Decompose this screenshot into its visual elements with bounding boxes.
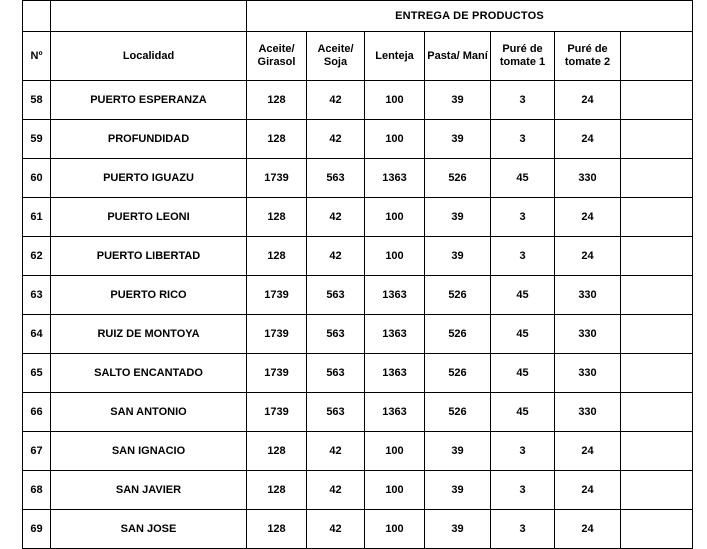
row-value-pure-tomate-1: 3 (491, 120, 555, 159)
row-value-pure-tomate-2: 330 (555, 276, 621, 315)
row-value-extra (621, 432, 693, 471)
row-locality: SAN ANTONIO (51, 393, 247, 432)
row-value-pure-tomate-1: 45 (491, 354, 555, 393)
row-value-pasta-mani: 526 (425, 159, 491, 198)
row-value-aceite-soja: 42 (307, 237, 365, 276)
row-value-aceite-soja: 42 (307, 471, 365, 510)
row-value-lenteja: 1363 (365, 315, 425, 354)
row-number: 58 (23, 81, 51, 120)
row-number: 69 (23, 510, 51, 549)
row-value-lenteja: 100 (365, 237, 425, 276)
row-value-aceite-girasol: 1739 (247, 354, 307, 393)
row-value-pure-tomate-1: 3 (491, 198, 555, 237)
entrega-de-productos-table (22, 0, 693, 549)
banner-blank-locality (51, 1, 247, 32)
row-value-aceite-soja: 563 (307, 393, 365, 432)
row-value-pure-tomate-1: 45 (491, 315, 555, 354)
row-value-aceite-soja: 42 (307, 198, 365, 237)
row-value-extra (621, 159, 693, 198)
row-value-extra (621, 237, 693, 276)
row-value-pure-tomate-2: 24 (555, 81, 621, 120)
row-locality: RUIZ DE MONTOYA (51, 315, 247, 354)
row-value-lenteja: 100 (365, 510, 425, 549)
row-number: 62 (23, 237, 51, 276)
row-value-lenteja: 100 (365, 432, 425, 471)
row-value-pure-tomate-2: 330 (555, 354, 621, 393)
banner-blank-number (23, 1, 51, 32)
header-extra-column (621, 32, 693, 81)
table-row (23, 159, 693, 198)
row-value-pasta-mani: 526 (425, 354, 491, 393)
row-value-pasta-mani: 39 (425, 432, 491, 471)
row-number: 68 (23, 471, 51, 510)
row-value-pasta-mani: 39 (425, 81, 491, 120)
row-value-lenteja: 100 (365, 81, 425, 120)
row-locality: SAN IGNACIO (51, 432, 247, 471)
row-value-pure-tomate-2: 24 (555, 120, 621, 159)
row-value-extra (621, 471, 693, 510)
row-value-lenteja: 1363 (365, 354, 425, 393)
table-row (23, 237, 693, 276)
row-value-pasta-mani: 39 (425, 471, 491, 510)
row-value-pure-tomate-2: 330 (555, 315, 621, 354)
table-row (23, 81, 693, 120)
row-value-lenteja: 100 (365, 471, 425, 510)
row-value-lenteja: 1363 (365, 393, 425, 432)
row-value-extra (621, 315, 693, 354)
row-value-pasta-mani: 39 (425, 510, 491, 549)
row-value-aceite-soja: 563 (307, 315, 365, 354)
row-value-pure-tomate-2: 330 (555, 159, 621, 198)
row-value-aceite-soja: 42 (307, 120, 365, 159)
row-value-pasta-mani: 39 (425, 198, 491, 237)
row-value-pure-tomate-1: 3 (491, 237, 555, 276)
row-value-aceite-girasol: 128 (247, 198, 307, 237)
table-body (23, 81, 693, 549)
header-locality: Localidad (51, 32, 247, 81)
row-value-pure-tomate-2: 24 (555, 510, 621, 549)
header-row (23, 32, 693, 81)
row-value-aceite-soja: 42 (307, 432, 365, 471)
row-value-aceite-girasol: 128 (247, 237, 307, 276)
row-value-pasta-mani: 526 (425, 276, 491, 315)
table-row (23, 432, 693, 471)
row-value-aceite-girasol: 1739 (247, 276, 307, 315)
row-value-extra (621, 354, 693, 393)
table-row (23, 120, 693, 159)
header-product-pure-tomate-1: Puré de tomate 1 (491, 32, 555, 81)
row-value-extra (621, 198, 693, 237)
row-number: 61 (23, 198, 51, 237)
row-value-pure-tomate-1: 45 (491, 276, 555, 315)
row-value-pure-tomate-2: 330 (555, 393, 621, 432)
row-value-aceite-soja: 563 (307, 276, 365, 315)
row-number: 63 (23, 276, 51, 315)
header-product-pasta-mani: Pasta/ Maní (425, 32, 491, 81)
row-value-pure-tomate-1: 3 (491, 510, 555, 549)
banner-title: ENTREGA DE PRODUCTOS (247, 1, 693, 32)
row-value-lenteja: 1363 (365, 159, 425, 198)
row-locality: PUERTO LIBERTAD (51, 237, 247, 276)
row-value-aceite-girasol: 1739 (247, 159, 307, 198)
row-value-lenteja: 100 (365, 120, 425, 159)
row-number: 60 (23, 159, 51, 198)
row-number: 64 (23, 315, 51, 354)
row-value-pure-tomate-2: 24 (555, 471, 621, 510)
row-locality: PUERTO LEONI (51, 198, 247, 237)
header-product-aceite-soja: Aceite/ Soja (307, 32, 365, 81)
table-row (23, 354, 693, 393)
row-value-aceite-soja: 42 (307, 81, 365, 120)
row-number: 67 (23, 432, 51, 471)
row-value-extra (621, 510, 693, 549)
row-value-extra (621, 276, 693, 315)
row-value-pasta-mani: 526 (425, 315, 491, 354)
table-row (23, 198, 693, 237)
row-value-aceite-girasol: 128 (247, 471, 307, 510)
row-locality: PUERTO RICO (51, 276, 247, 315)
row-value-aceite-soja: 563 (307, 354, 365, 393)
row-value-aceite-soja: 42 (307, 510, 365, 549)
table-row (23, 393, 693, 432)
row-value-extra (621, 120, 693, 159)
row-value-pure-tomate-1: 45 (491, 393, 555, 432)
row-locality: PUERTO ESPERANZA (51, 81, 247, 120)
row-value-extra (621, 393, 693, 432)
row-value-pasta-mani: 39 (425, 237, 491, 276)
row-value-lenteja: 1363 (365, 276, 425, 315)
row-value-aceite-girasol: 1739 (247, 393, 307, 432)
row-value-pure-tomate-1: 3 (491, 81, 555, 120)
row-locality: PROFUNDIDAD (51, 120, 247, 159)
header-product-lenteja: Lenteja (365, 32, 425, 81)
header-product-aceite-girasol: Aceite/ Girasol (247, 32, 307, 81)
table-row (23, 276, 693, 315)
table-row (23, 315, 693, 354)
row-value-aceite-girasol: 128 (247, 120, 307, 159)
table-row (23, 510, 693, 549)
row-value-pure-tomate-1: 3 (491, 432, 555, 471)
row-value-pasta-mani: 526 (425, 393, 491, 432)
header-product-pure-tomate-2: Puré de tomate 2 (555, 32, 621, 81)
row-value-pure-tomate-2: 24 (555, 432, 621, 471)
row-number: 59 (23, 120, 51, 159)
banner-row (23, 1, 693, 32)
row-value-pure-tomate-1: 45 (491, 159, 555, 198)
header-number: Nº (23, 32, 51, 81)
row-locality: SALTO ENCANTADO (51, 354, 247, 393)
row-value-aceite-girasol: 128 (247, 81, 307, 120)
row-number: 65 (23, 354, 51, 393)
row-value-aceite-girasol: 128 (247, 432, 307, 471)
row-value-pure-tomate-2: 24 (555, 237, 621, 276)
row-locality: PUERTO IGUAZU (51, 159, 247, 198)
row-value-extra (621, 81, 693, 120)
row-value-aceite-girasol: 128 (247, 510, 307, 549)
row-value-lenteja: 100 (365, 198, 425, 237)
row-number: 66 (23, 393, 51, 432)
row-value-aceite-soja: 563 (307, 159, 365, 198)
row-value-pure-tomate-1: 3 (491, 471, 555, 510)
row-value-pasta-mani: 39 (425, 120, 491, 159)
row-locality: SAN JOSE (51, 510, 247, 549)
row-locality: SAN JAVIER (51, 471, 247, 510)
row-value-aceite-girasol: 1739 (247, 315, 307, 354)
row-value-pure-tomate-2: 24 (555, 198, 621, 237)
table-row (23, 471, 693, 510)
